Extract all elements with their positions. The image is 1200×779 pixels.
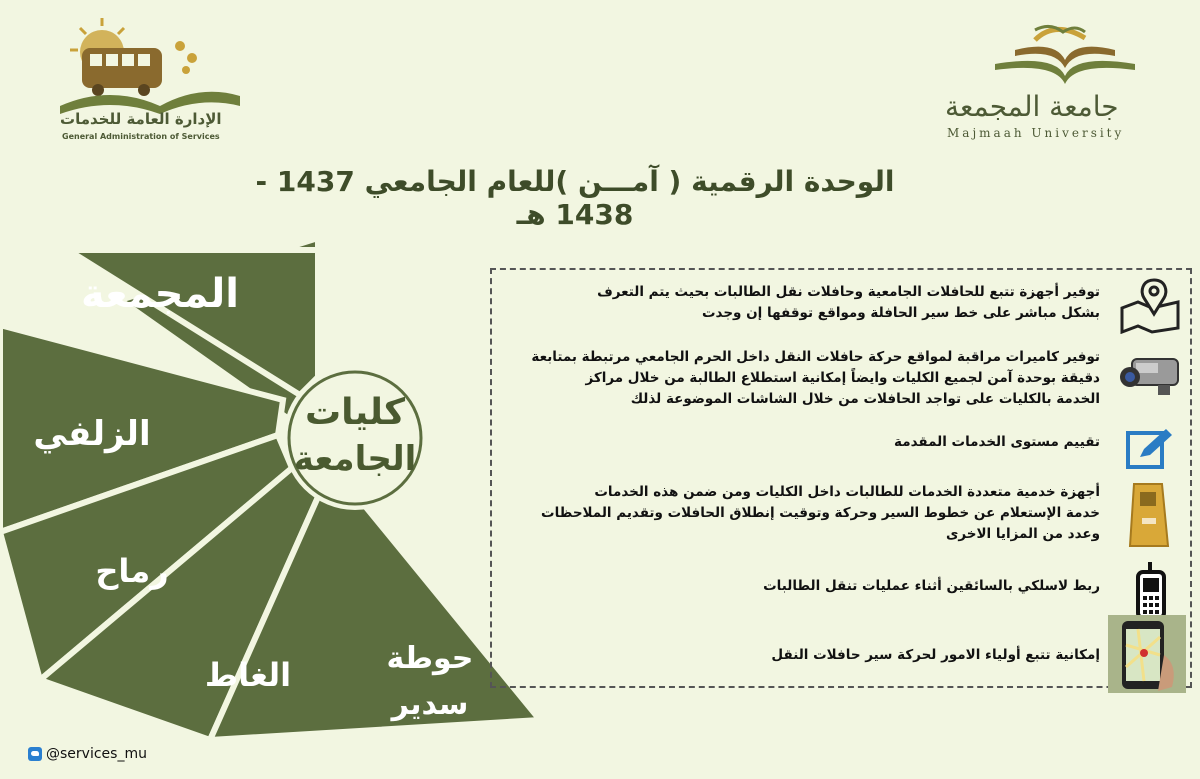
university-name: جامعة المجمعة	[945, 90, 1119, 123]
camera-icon	[1118, 345, 1182, 401]
features-panel	[490, 268, 1192, 688]
feature-evaluation-line-1: تقييم مستوى الخدمات المقدمة	[894, 434, 1100, 450]
feature-tracking-line-2: بشكل مباشر على خط سير الحافلة ومواقع توقفها إن وجدت	[701, 305, 1100, 321]
feature-cameras	[531, 347, 1100, 410]
segment-label-hawta: حوطة	[386, 641, 474, 676]
feature-tracking-line-1: توفير أجهزة تتبع للحافلات الجامعية وحافلات نقل الطالبات بحيث يتم التعرف	[597, 284, 1100, 300]
twitter-icon	[28, 747, 42, 761]
map-pin-icon	[1118, 272, 1182, 334]
kiosk-icon	[1118, 478, 1182, 550]
feature-parent-tracking-line-1: إمكانية تتبع أولياء الامور لحركة سير حافلات النقل	[771, 647, 1100, 663]
feature-kiosks-line-2: خدمة الإستعلام عن خطوط السير وحركة وتوقيت إنطلاق الحافلات وتقديم الملاحظات	[541, 505, 1100, 521]
services-admin-name-en: General Administration of Services	[62, 132, 220, 141]
feature-evaluation	[894, 432, 1100, 453]
twitter-handle[interactable]	[28, 746, 147, 762]
university-name-en: Majmaah University	[947, 126, 1125, 140]
colleges-wheel	[0, 180, 560, 740]
university-logo	[935, 10, 1175, 150]
feature-cameras-line-2: دقيقة بوحدة آمن لجميع الكليات وايضاً إمكانية استطلاع الطالبة من خلال مراكز	[585, 370, 1100, 386]
segment-label-rumah: رماح	[95, 552, 169, 590]
feature-kiosks	[541, 482, 1100, 545]
feature-cameras-line-1: توفير كاميرات مراقبة لمواقع حركة حافلات النقل داخل الحرم الجامعي مرتبطة بمتابعة	[531, 349, 1100, 365]
radio-phone-icon	[1118, 560, 1182, 620]
segment-label-ghat: الغاط	[204, 656, 292, 694]
wheel-center-label-1: كليات	[304, 392, 406, 433]
feature-kiosks-line-1: أجهزة خدمية متعددة الخدمات للطالبات داخل الكليات ومن ضمن هذه الخدمات	[594, 484, 1100, 500]
bus-book-logo-icon	[40, 10, 270, 150]
smartphone-map-icon	[1108, 615, 1186, 693]
segment-label-sudair: سدير	[391, 687, 469, 722]
page-title: الوحدة الرقمية ( آمـــن )للعام الجامعي 1437 - 1438 هـ	[255, 165, 895, 231]
segment-label-zulfi: الزلفي	[33, 414, 151, 454]
feature-wireless	[763, 576, 1100, 597]
services-admin-name: الإدارة العامة للخدمات	[60, 110, 222, 128]
twitter-handle-text: @services_mu	[46, 746, 147, 762]
segment-label-majmaah: المجمعة	[80, 271, 240, 317]
feature-kiosks-line-3: وعدد من المزايا الاخرى	[945, 526, 1100, 542]
services-admin-logo	[40, 10, 270, 150]
feature-parent-tracking	[771, 645, 1100, 666]
wheel-center-label-2: الجامعة	[293, 439, 417, 479]
feature-wireless-line-1: ربط لاسلكي بالسائقين أثناء عمليات تنقل الطالبات	[763, 578, 1100, 594]
open-book-logo-icon	[935, 10, 1175, 90]
edit-icon	[1118, 425, 1182, 471]
feature-tracking	[597, 282, 1100, 324]
feature-cameras-line-3: الخدمة بالكليات على تواجد الحافلات من خلال الشاشات الموضوعة لذلك	[630, 391, 1100, 407]
